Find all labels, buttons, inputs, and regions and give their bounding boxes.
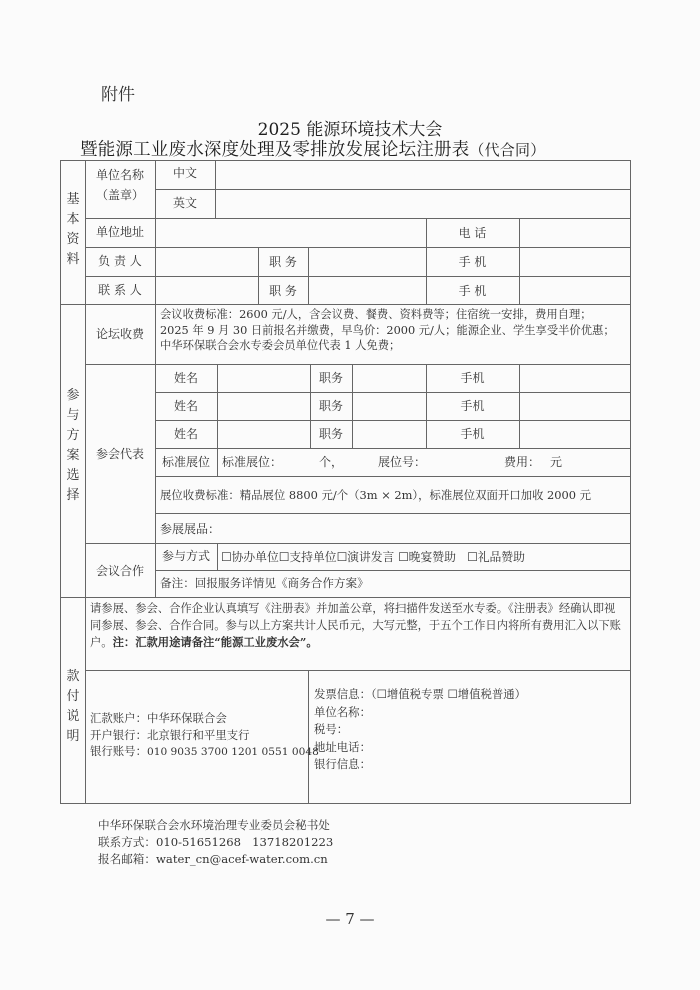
bank-account-info [90,710,319,761]
divider [308,247,309,304]
phone-label: 电 话 [458,226,487,240]
invoice-close: ） [514,687,527,701]
delegate-title-label: 职务 [318,399,343,413]
phone-field[interactable] [524,224,624,242]
booth-label: 标准展位 [161,455,210,469]
contact-label: 联 系 人 [98,283,142,297]
forum-fee-line: 会议收费标准：2600 元/人，含会议费、餐费、资料费等；住宿统一安排，费用自理； [160,308,592,321]
section-char: 料 [66,252,80,267]
section-label-participation [63,386,83,506]
booth-fee-unit: 元 [550,455,563,469]
table-border-bottom [60,803,631,804]
option-label: 礼品赞助 [477,550,525,564]
delegate-title-label: 职务 [318,427,343,441]
forum-fee-line: 中华环保联合会水专委会员单位代表 1 人免费； [160,339,401,352]
section-label-payment [63,667,83,747]
divider [155,420,630,421]
divider [85,670,630,671]
bank-row [90,727,310,744]
section-divider-h [60,597,631,598]
org-name-seal-label: （盖章） [95,188,144,202]
document-subtitle [80,136,545,161]
delegate-name-field[interactable] [222,426,305,444]
option-label: 增值税专票 [386,687,444,701]
divider [155,513,630,514]
booth-fee-label: 费用： [504,455,541,469]
delegate-name-field[interactable] [222,370,305,388]
delegate-mobile-label: 手机 [460,371,485,385]
account-name-row [90,710,310,727]
section-label-basic [63,190,83,270]
org-name-label: 单位名称 [95,168,144,182]
section-char: 本 [66,212,80,227]
bank-label: 开户银行： [90,727,147,742]
checkbox-gift-sponsor[interactable]: ☐礼品赞助 [467,550,525,564]
contact-field[interactable] [160,282,253,300]
page-number: — 7 — [325,910,375,928]
document-title: 2025 能源环境技术大会 [257,120,443,140]
delegate-title-field[interactable] [357,370,421,388]
footer-org: 中华环保联合会水环境治理专业委员会秘书处 [98,818,330,832]
checkbox-vat-special[interactable]: ☐增值税专票 [376,687,444,701]
subtitle-suffix: （代合同） [469,141,546,159]
attachment-label: 附件 [101,85,135,105]
section-char: 选 [66,468,80,483]
address-field[interactable] [160,224,420,242]
leader-title-label: 职 务 [269,255,297,269]
divider [85,218,630,219]
payment-instructions [90,601,625,652]
delegate-title-field[interactable] [357,398,421,416]
section-char: 参 [66,388,80,403]
divider [519,218,520,304]
checkbox-dinner-sponsor[interactable]: ☐晚宴赞助 [398,550,456,564]
booth-number-label: 展位号： [378,455,427,469]
divider [352,364,353,448]
leader-mobile-field[interactable] [524,253,624,271]
option-label: 协办单位 [231,550,279,564]
instructions-note: 注：汇款用途请备注“能源工业废水会”。 [112,635,318,649]
invoice-info [314,686,624,774]
checkbox-vat-general[interactable]: ☐增值税普通 [447,687,515,701]
delegate-name-label: 姓名 [173,399,198,413]
section-char: 择 [66,488,80,503]
table-border-left [60,160,61,803]
cooperation-mode-label: 参与方式 [161,549,210,563]
delegate-name-field[interactable] [222,398,305,416]
leader-title-field[interactable] [313,253,421,271]
booth-count-field[interactable] [282,454,316,470]
invoice-org-name-field[interactable]: 单位名称： [314,704,371,719]
delegate-mobile-field[interactable] [524,370,624,388]
account-no-label: 银行账号： [90,744,147,758]
registration-form-table [60,160,631,803]
english-label: 英文 [172,196,197,210]
divider [519,364,520,448]
account-name-label: 汇款账户： [90,711,147,725]
section-char: 款 [66,669,80,684]
section-divider-h [60,304,631,305]
footer-phone-row [98,834,333,851]
booth-count-label: 标准展位： [222,455,283,469]
table-border-right [630,160,631,803]
section-char: 方 [66,428,80,443]
divider [85,247,630,248]
leader-field[interactable] [160,253,253,271]
checkbox-speech[interactable]: ☐演讲发言 [336,550,395,564]
delegate-title-label: 职务 [318,371,343,385]
contact-mobile-field[interactable] [524,282,624,300]
invoice-bank-info-field[interactable]: 银行信息： [314,757,371,771]
delegate-mobile-field[interactable] [524,426,624,444]
divider [155,160,156,304]
forum-fee-label: 论坛收费 [95,327,144,341]
address-label: 单位地址 [95,225,144,239]
section-char: 资 [66,232,80,247]
org-name-chinese-field[interactable] [220,166,625,184]
footer-contact [98,817,333,868]
delegate-mobile-field[interactable] [524,398,624,416]
email-link[interactable]: water_cn@acef-water.com.cn [155,852,328,866]
divider [217,364,218,476]
divider [85,543,630,544]
subtitle-text: 暨能源工业废水深度处理及零排放发展论坛注册表 [80,140,470,160]
section-char: 案 [66,448,80,463]
forum-fee-line: 2025 年 9 月 30 日前报名并缴费，早鸟价：2000 元/人；能源企业、学生享受半价优惠； [160,323,615,337]
org-name-english-field[interactable] [220,195,625,213]
booth-unit: 个， [319,455,344,469]
instructions-text: 请参展、参会、合作企业认真填写《注册表》并加盖公章，将扫描件发送至水专委。《注册表》经确认即视同参展、参会、合作合同。参与以上方案共计人民币元，大写元整，于五个工作日内将所有费用汇入以下账户。 [90,602,621,649]
contact-mobile-label: 手 机 [458,284,487,298]
section-char: 付 [66,689,80,704]
divider [155,392,630,393]
section-char: 基 [66,192,80,207]
contact-phones: 010-51651268 13718201223 [155,835,334,849]
divider [155,448,630,449]
chinese-label: 中文 [172,166,197,180]
option-label: 支持单位 [289,550,337,564]
footer-email-row [98,851,333,868]
section-char: 与 [66,408,80,423]
invoice-tax-id-field[interactable]: 税号： [314,722,349,736]
bank-value: 北京银行和平里支行 [146,727,250,742]
divider [155,189,630,190]
divider [155,476,630,477]
account-no-row [90,743,319,761]
booth-fee-field[interactable] [538,454,548,470]
invoice-type-row [314,686,624,704]
account-name-value: 中华环保联合会 [146,711,227,725]
cooperation-note: 备注：回报服务详情见《商务合作方案》 [160,576,369,590]
exhibits-field[interactable] [220,520,625,538]
email-label: 报名邮箱： [98,852,156,866]
checkbox-co-organizer[interactable]: ☐协办单位 [221,550,279,564]
leader-label: 负 责 人 [98,254,142,268]
delegate-title-field[interactable] [357,426,421,444]
contact-title-field[interactable] [313,282,421,300]
option-label: 晚宴赞助 [408,550,456,564]
booth-pricing-text: 展位收费标准：精品展位 8800 元/个（3m × 2m），标准展位双面开口加收 2000 元 [160,488,592,502]
contact-label: 联系方式： [98,835,156,849]
account-no-value: 010 9035 3700 1201 0551 0048 [146,746,319,758]
exhibits-label: 参展展品： [160,522,221,536]
divider [155,570,630,571]
table-border-top [60,160,631,161]
contact-title-label: 职 务 [269,284,297,298]
divider [85,276,630,277]
section-char: 明 [66,729,80,744]
delegate-name-label: 姓名 [173,427,198,441]
cooperation-label: 会议合作 [95,564,144,578]
divider [85,364,630,365]
delegates-label: 参会代表 [95,447,144,461]
leader-mobile-label: 手 机 [458,255,487,269]
cooperation-options [221,550,525,564]
divider [217,543,218,570]
forum-fee-text [160,307,630,354]
delegate-mobile-label: 手机 [460,399,485,413]
delegate-mobile-label: 手机 [460,427,485,441]
delegate-name-label: 姓名 [173,371,198,385]
section-char: 说 [66,709,80,724]
checkbox-supporter[interactable]: ☐支持单位 [278,550,337,564]
option-label: 演讲发言 [347,550,395,564]
booth-number-field[interactable] [430,454,500,470]
invoice-label: 发票信息：（ [314,687,377,701]
option-label: 增值税普通 [457,687,515,701]
invoice-address-phone-field[interactable]: 地址电话： [314,739,371,754]
